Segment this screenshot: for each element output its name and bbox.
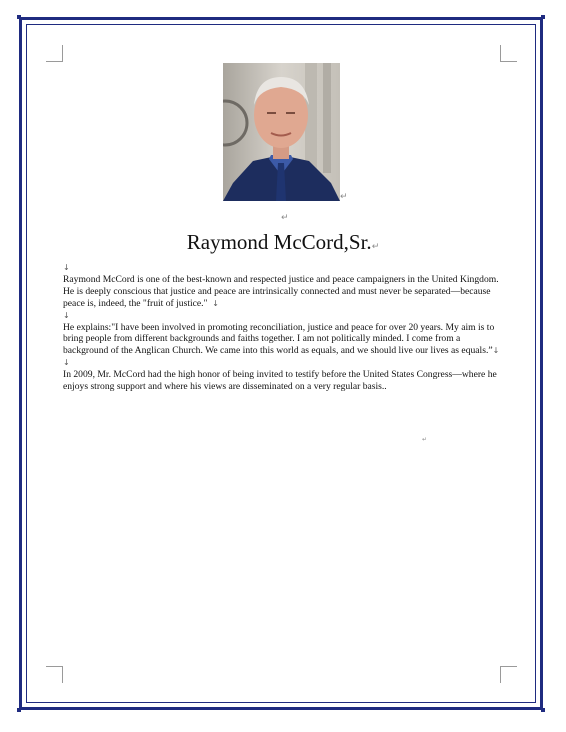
border-corner [541, 15, 545, 19]
paragraph-mark: ↵ [422, 436, 428, 443]
paragraph-intro-text: Raymond McCord is one of the best-known and respected justice and peace campaigners in the United Kingdom. He is deeply conscious that justice and peace are intrinsically connected and must never be separated—because peace is, indeed, the "fruit of justice." [63, 273, 499, 309]
paragraph-mark: ↵ [371, 242, 380, 252]
paragraph-mark: ↵ [340, 192, 348, 202]
paragraph-quote-text: He explains:"I have been involved in promoting reconciliation, justice and peace for over 20 years. My aim is to bring people from different backgrounds and faiths together. I am not politically minded. I come from a background of the Anglican Church. We came into this world as equals, and we should live our lives as equals.” [63, 321, 495, 357]
margin-crop-mark [46, 666, 63, 683]
line-break-mark: ↓ [63, 358, 70, 368]
document-body[interactable] [63, 262, 503, 393]
paragraph-quote [63, 322, 503, 358]
line-break-mark: ↓ [63, 310, 70, 320]
margin-crop-mark [500, 666, 517, 683]
portrait-photo[interactable] [223, 63, 340, 201]
paragraph-mark: ↵ [281, 213, 289, 223]
margin-crop-mark [46, 45, 63, 62]
line-break-mark: ↓ [492, 346, 500, 356]
line-break-mark: ↓ [63, 263, 70, 272]
paragraph-intro [63, 274, 503, 310]
paragraph-congress-text: In 2009, Mr. McCord had the high honor of being invited to testify before the United States Congress—where he enjoys strong support and where his views are disseminated on a very regular basis.. [63, 369, 497, 393]
border-corner [17, 708, 21, 712]
border-corner [541, 708, 545, 712]
line-break-mark: ↓ [212, 298, 219, 308]
title-text: Raymond McCord,Sr. [186, 230, 372, 254]
paragraph-congress [63, 369, 503, 393]
margin-crop-mark [500, 45, 517, 62]
document-title[interactable] [0, 229, 566, 260]
portrait-illustration [223, 63, 340, 201]
border-corner [17, 15, 21, 19]
